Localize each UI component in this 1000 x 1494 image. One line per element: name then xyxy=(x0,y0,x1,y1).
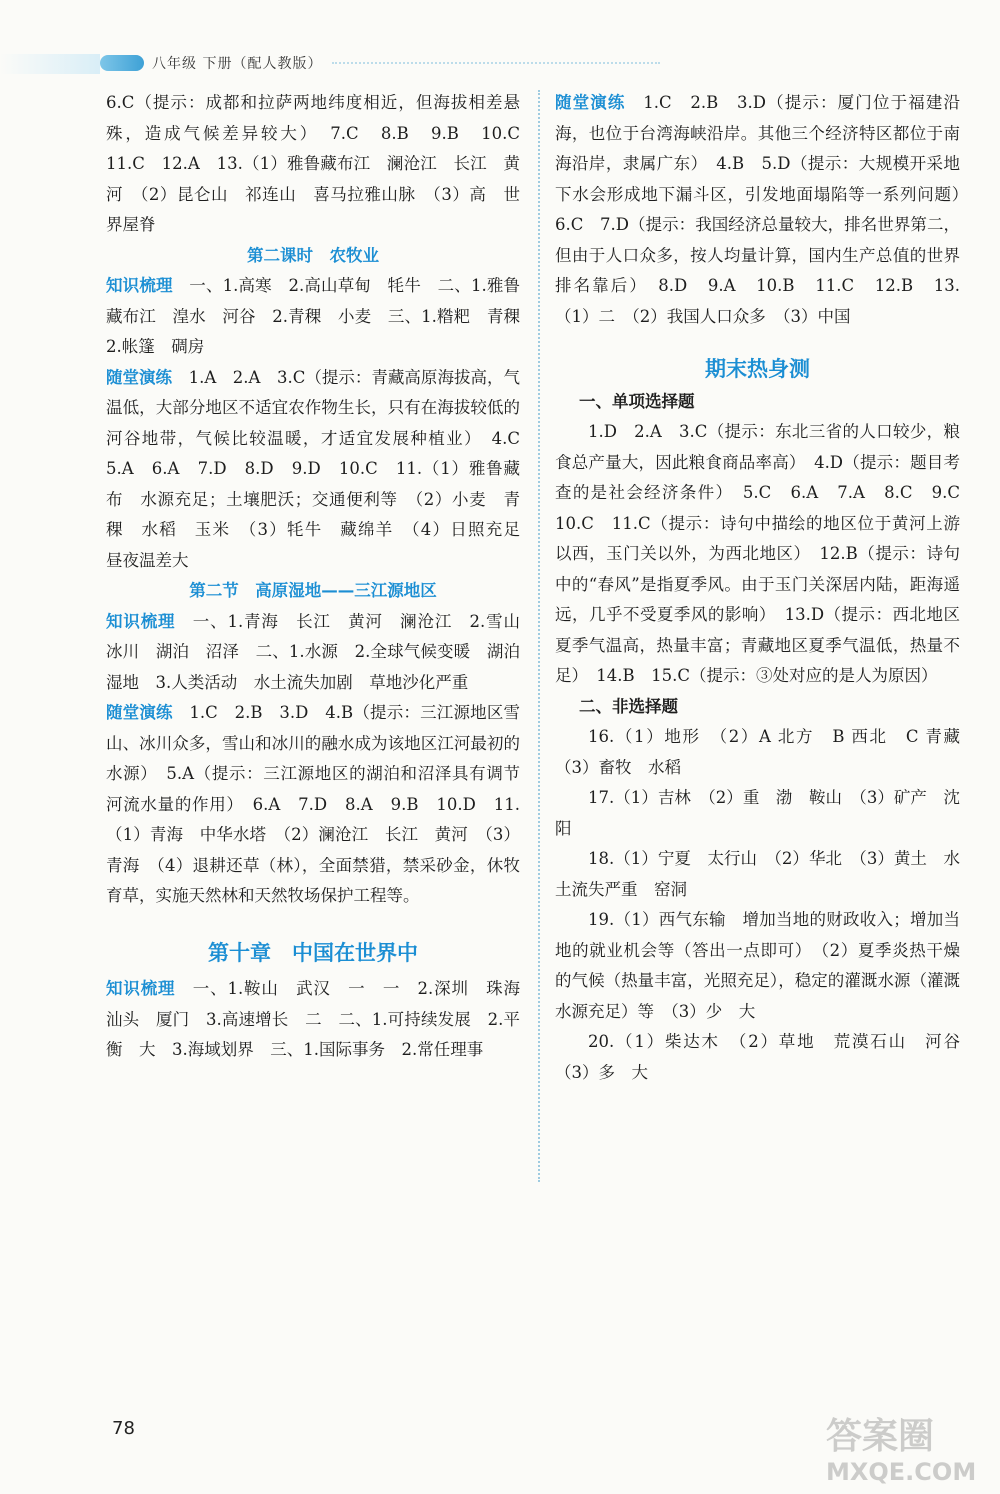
column-divider xyxy=(538,90,540,1182)
part-title: 一、单项选择题 xyxy=(579,391,695,411)
part-title: 二、非选择题 xyxy=(579,696,678,716)
answer-paragraph xyxy=(106,974,537,1066)
answer-text: 1.C 2.B 3.D 4.B（提示：三江源地区雪山、冰川众多，雪山和冰川的融水成为该地区江河最初的水源） 5.A（提示：三江源地区的湖泊和沼泽具有调节河流水量的作用） 6.A 7.D 8.A 9.B 10.D 11.（1）青海 中华水塔 （2）澜沧江 长江 黄河 （3）青海 （4）退耕还草（林），全面禁猎，禁采砂金，休牧育草，实施天然林和天然牧场保护工程等。 xyxy=(106,703,520,905)
answer-text: 1.C 2.B 3.D（提示：厦门位于福建沿海，也位于台湾海峡沿岸。其他三个经济特区都位于南海沿岸，隶属广东） 4.B 5.D（提示：大规模开采地下水会形成地下漏斗区，引发地面塌陷等一系列问题） 6.C 7.D（提示：我国经济总量较大，排名世界第二，但由于人口众多，按人均量计算，国内生产总值的世界排名靠后） 8.D 9.A 10.B 11.C 12.B 13.（1）二 （2）我国人口众多 （3）中国 xyxy=(555,93,977,326)
answer-paragraph: 20.（1）柴达木 （2）草地 荒漠石山 河谷 （3）多 大 xyxy=(555,1032,977,1082)
label-zhishi-shuli: 知识梳理 xyxy=(106,611,176,631)
answer-paragraph xyxy=(106,271,537,363)
answer-text: 一、1.鞍山 武汉 一 一 2.深圳 珠海 汕头 厦门 3.高速增长 二 二、1.可持续发展 2.平衡 大 3.海域划界 三、1.国际事务 2.常任理事 xyxy=(106,979,537,1059)
answer-paragraph: 17.（1）吉林 （2）重 渤 鞍山 （3）矿产 沈阳 xyxy=(555,788,960,838)
label-suitang-yanlian: 随堂演练 xyxy=(106,703,173,722)
answer-paragraph: 6.C（提示：成都和拉萨两地纬度相近，但海拔相差悬殊，造成气候差异较大） 7.C 8.B 9.B 10.C 11.C 12.A 13.（1）雅鲁藏布江 澜沧江 长江 黄河 （2）昆仑山 祁连山 喜马拉雅山脉 （3）高 世界屋脊 xyxy=(106,93,537,234)
answer-paragraph: 16.（1）地形 （2）A 北方 B 西北 C 青藏 （3）畜牧 水稻 xyxy=(555,727,977,777)
answer-paragraph xyxy=(106,698,520,912)
section-title: 第二节 高原湿地——三江源地区 xyxy=(189,581,437,600)
answer-paragraph: 1.D 2.A 3.C（提示：东北三省的人口较少，粮食总产量大，因此粮食商品率高） 4.D（提示：题目考查的是社会经济条件） 5.C 6.A 7.A 8.C 9.C 10.C 11.C（提示：诗句中描绘的地区位于黄河上游以西，玉门关以外，为西北地区） 12.B（提示：诗句中的“春风”是指夏季风。由于玉门关深居内陆，距海遥远，几乎不受夏季风的影响） 13.D（提示：西北地区夏季气温高，热量丰富；青藏地区夏季气温低，热量不足） 14.B 15.C（提示：③处对应的是人为原因） xyxy=(555,422,977,685)
chapter-title: 第十章 中国在世界中 xyxy=(208,940,418,965)
answer-paragraph xyxy=(106,607,537,699)
answer-text: 1.A 2.A 3.C（提示：青藏高原海拔高，气温低，大部分地区不适宜农作物生长，只有在海拔较低的河谷地带，气候比较温暖，才适宜发展种植业） 4.C 5.A 6.A 7.D 8.D 9.D 10.C 11.（1）雅鲁藏布 水源充足；土壤肥沃；交通便利等 （2）小麦 青稞 水稻 玉米 （3）牦牛 藏绵羊 （4）日照充足 昼夜温差大 xyxy=(106,367,537,570)
label-zhishi-shuli: 知识梳理 xyxy=(106,276,173,295)
page-number: 78 xyxy=(112,1418,135,1439)
label-suitang-yanlian: 随堂演练 xyxy=(555,93,626,112)
watermark-line2: MXQE.COM xyxy=(826,1458,977,1486)
header-text: 八年级 下册（配人教版） xyxy=(152,56,323,72)
exam-title: 期末热身测 xyxy=(705,357,810,381)
answer-paragraph: 18.（1）宁夏 太行山 （2）华北 （3）黄土 水土流失严重 窑洞 xyxy=(555,849,960,899)
left-column xyxy=(106,88,537,1066)
answer-text: 一、1.青海 长江 黄河 澜沧江 2.雪山 冰川 湖泊 沼泽 二、1.水源 2.全球气候变暖 湖泊 湿地 3.人类活动 水土流失加剧 草地沙化严重 xyxy=(106,611,537,692)
page-header xyxy=(100,52,660,74)
series-logo-icon xyxy=(100,55,144,71)
answer-paragraph xyxy=(106,363,537,577)
header-band xyxy=(0,54,100,74)
section-title: 第二课时 农牧业 xyxy=(247,245,379,265)
header-dotted-line xyxy=(332,62,660,64)
label-zhishi-shuli: 知识梳理 xyxy=(106,979,176,998)
answer-paragraph xyxy=(555,88,977,332)
answer-text: 一、1.高寒 2.高山草甸 牦牛 二、1.雅鲁藏布江 湟水 河谷 2.青稞 小麦 三、1.糌粑 青稞 2.帐篷 碉房 xyxy=(106,276,537,356)
watermark-line1: 答案圈 xyxy=(826,1416,935,1457)
watermark-logo xyxy=(822,1408,990,1488)
label-suitang-yanlian: 随堂演练 xyxy=(106,367,173,387)
right-column xyxy=(555,88,977,1088)
answer-paragraph: 19.（1）西气东输 增加当地的财政收入；增加当地的就业机会等（答出一点即可） （2）夏季炎热干燥的气候（热量丰富，光照充足），稳定的灌溉水源（灌溉水源充足）等 （3）少 大 xyxy=(555,910,960,1021)
